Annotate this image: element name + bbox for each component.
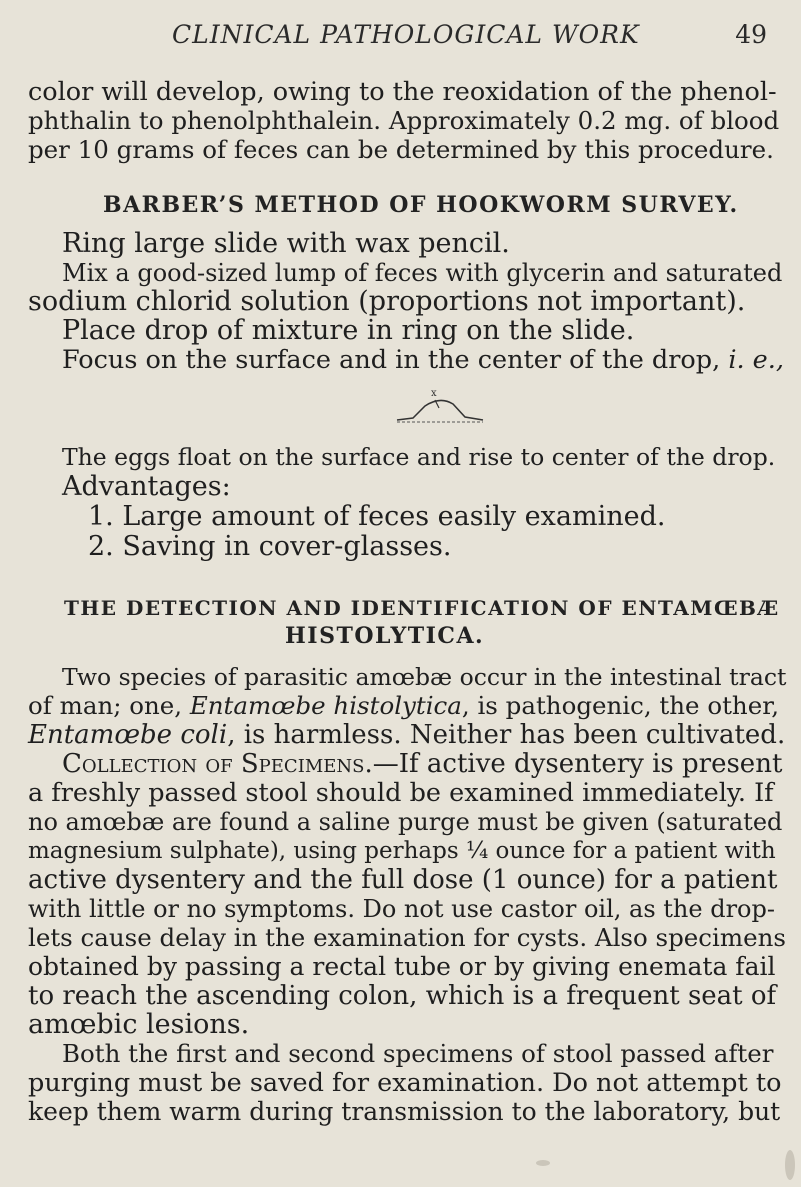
text-line: purging must be saved for examination. Do not attempt to: [28, 1068, 782, 1098]
page-number: 49: [735, 20, 767, 49]
text-line: Advantages:: [62, 471, 231, 502]
text-line: to reach the ascending colon, which is a frequent seat of: [28, 981, 777, 1011]
text-line: Ring large slide with wax pencil.: [62, 228, 510, 259]
paper-blemish: [536, 1160, 550, 1166]
text-line: [62, 343, 784, 377]
text-line: amœbic lesions.: [28, 1009, 250, 1040]
drop-diagram-icon: [395, 384, 485, 426]
text-line: Two species of parasitic amœbæ occur in the intestinal tract: [62, 663, 787, 691]
text-line: with little or no symptoms. Do not use castor oil, as the drop-: [28, 895, 775, 923]
text-line: 1. Large amount of feces easily examined.: [88, 501, 666, 532]
text-line: Place drop of mixture in ring on the slide.: [62, 315, 635, 346]
text-line: phthalin to phenolphthalein. Approximately 0.2 mg. of blood: [28, 106, 780, 135]
fraction: ¼: [465, 838, 489, 864]
text-line: lets cause delay in the examination for cysts. Also specimens: [28, 923, 786, 952]
text-span: ounce for a patient with: [488, 838, 776, 864]
text-span: , is pathogenic, the other,: [461, 691, 780, 720]
text-span: Focus on the surface and in the center of the drop,: [62, 345, 729, 375]
text-line: a freshly passed stool should be examined immediately. If: [28, 778, 774, 808]
text-span: magnesium sulphate), using perhaps: [28, 838, 466, 864]
text-span: of man; one,: [28, 691, 190, 720]
section-heading-entamoeba-2: HISTOLYTICA.: [285, 623, 485, 649]
text-span: , is harmless. Neither has been cultivated.: [227, 720, 786, 750]
drop-outline: [397, 400, 483, 420]
running-head: CLINICAL PATHOLOGICAL WORK: [172, 20, 640, 49]
text-line: sodium chlorid solution (proportions not important).: [28, 286, 746, 317]
text-line: no amœbæ are found a saline purge must be given (saturated: [28, 808, 783, 836]
text-line: per 10 grams of feces can be determined by this procedure.: [28, 135, 774, 164]
italic-abbrev: i. e.,: [728, 345, 784, 375]
page-header: [0, 20, 801, 56]
text-line: Mix a good-sized lump of feces with glycerin and saturated: [62, 259, 783, 287]
section-heading-entamoeba: THE DETECTION AND IDENTIFICATION OF ENTAMŒBÆ: [64, 596, 780, 620]
section-heading-barber: BARBER’S METHOD OF HOOKWORM SURVEY.: [103, 192, 739, 218]
text-line: The eggs float on the surface and rise to center of the drop.: [62, 443, 776, 471]
subheading-collection: Collection of Specimens.: [62, 749, 373, 779]
paper-blemish: [785, 1150, 795, 1180]
species-name: Entamœbe histolytica: [189, 691, 462, 720]
figure-label: x: [431, 388, 437, 399]
text-line: obtained by passing a rectal tube or by giving enemata fail: [28, 952, 776, 981]
text-line: color will develop, owing to the reoxidation of the phenol-: [28, 77, 777, 107]
text-line: keep them warm during transmission to the laboratory, but: [28, 1097, 781, 1126]
text-line: Both the first and second specimens of stool passed after: [62, 1039, 774, 1068]
species-name: Entamœbe coli: [28, 720, 228, 750]
text-line: active dysentery and the full dose (1 ounce) for a patient: [28, 865, 778, 895]
text-line: 2. Saving in cover-glasses.: [88, 531, 452, 562]
text-span: —If active dysentery is present: [372, 749, 783, 779]
